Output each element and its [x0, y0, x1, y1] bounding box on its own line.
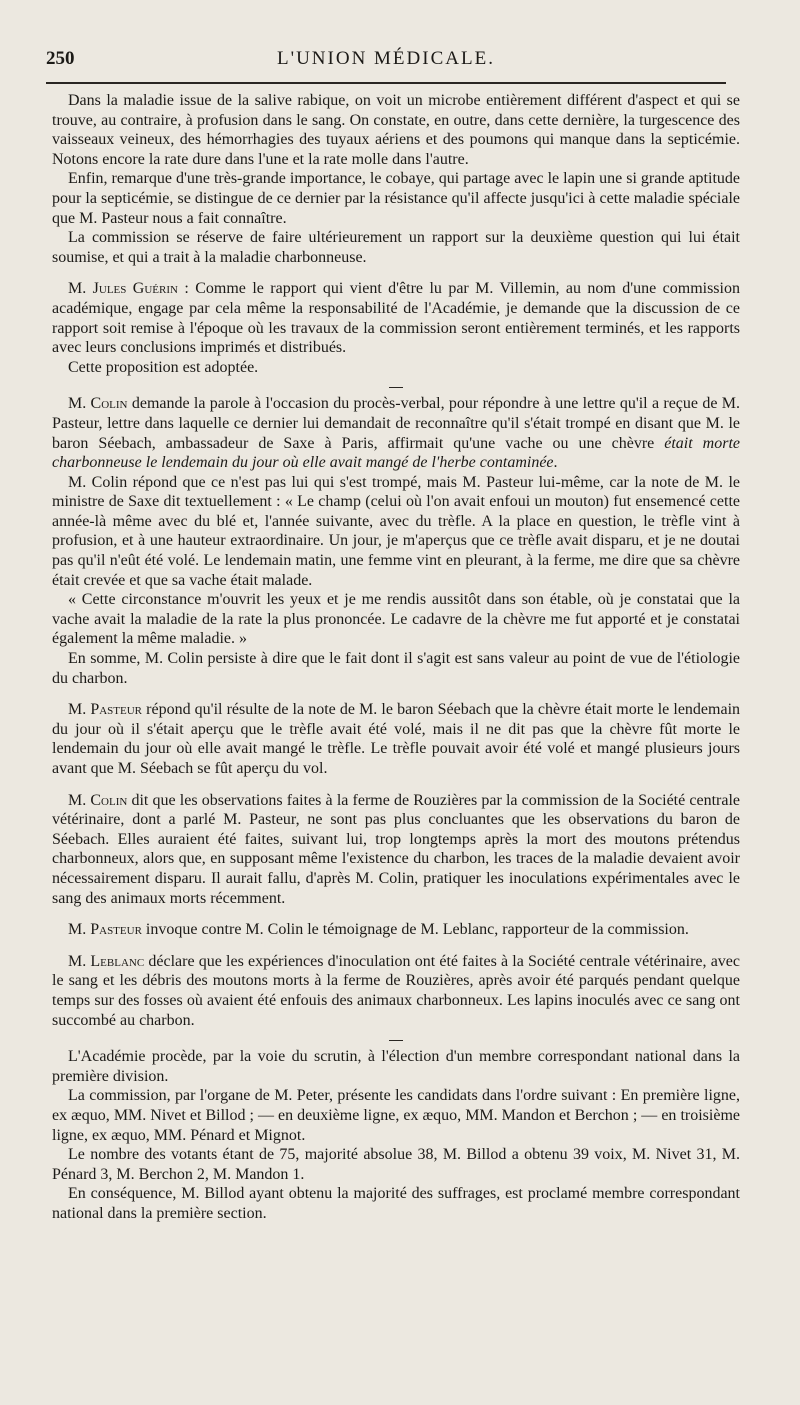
paragraph: En conséquence, M. Billod ayant obtenu la majorité des suffrages, est proclamé membre correspondant national dans la première section.	[52, 1185, 740, 1222]
paragraph: Le nombre des votants étant de 75, majorité absolue 38, M. Billod a obtenu 39 voix, M. Nivet 31, M. Pénard 3, M. Berchon 2, M. Mandon 1.	[52, 1146, 740, 1183]
speaker-name: M. Colin	[68, 791, 128, 809]
paragraph	[52, 920, 740, 940]
paragraph: La commission, par l'organe de M. Peter, présente les candidats dans l'ordre suivant : En première ligne, ex æquo, MM. Nivet et Billod ; — en deuxième ligne, ex æquo, MM. Mandon et Berchon ; — en troisième ligne, ex æquo, MM. Pénard et Mignot.	[52, 1087, 740, 1144]
speaker-name: M. Colin	[68, 395, 128, 413]
paragraph-text: déclare que les expériences d'inoculation ont été faites à la Société centrale vétérinaire, avec le sang et les débris des moutons morts à la ferme de Rouzières, après avoir été parqués pendant quelque temps sur des fosses où avaient été enfouis des animaux charbonneux. Les lapins inoculés avec ce sang ont succombé au charbon.	[52, 952, 740, 1029]
paragraph-text: : Comme le rapport qui vient d'être lu par M. Villemin, au nom d'une commission académique, engage par cela même la responsabilité de l'Académie, je demande que la discussion de ce rapport soit remise à l'époque où les travaux de la commission seront entièrement terminés, et les rapports avec leurs conclusions imprimés et distribués.	[52, 280, 740, 357]
paragraph: En somme, M. Colin persiste à dire que le fait dont il s'agit est sans valeur au point de vue de l'étiologie du charbon.	[52, 650, 740, 687]
page-number: 250	[46, 48, 75, 69]
section-separator	[389, 1040, 403, 1041]
italic-quote: était morte charbonneuse le lendemain du jour où elle avait mangé de l'herbe contaminée	[52, 434, 741, 472]
body-text	[52, 91, 740, 1223]
paragraph: « Cette circonstance m'ouvrit les yeux et je me rendis aussitôt dans son étable, où je constatai que la vache avait la maladie de la rate la plus prononcée. Le cadavre de la chèvre me fut apporté et je constatai également la même maladie. »	[52, 591, 740, 648]
paragraph: Enfin, remarque d'une très-grande importance, le cobaye, qui partage avec le lapin une si grande aptitude pour la septicémie, se distingue de ce dernier par la résistance qu'il affecte jusqu'ici à cette maladie spéciale que M. Pasteur nous a fait connaître.	[52, 170, 740, 227]
paragraph-text: .	[553, 454, 558, 472]
speaker-name: M. Pasteur	[68, 921, 142, 939]
speaker-name: M. Jules Guérin	[68, 280, 178, 298]
paragraph: M. Colin répond que ce n'est pas lui qui s'est trompé, mais M. Pasteur lui-même, car la note de M. le ministre de Saxe dit textuellement : « Le champ (celui où l'on avait enfoui un mouton) fut ensemencé cette année-là même avec du blé et, l'année suivante, avec du trèfle. A la place en question, le trèfle vint à profusion, et à une hauteur extraordinaire. Un jour, je m'aperçus que ce trèfle avait disparu, et je ne doutai pas qu'il n'eût été volé. Le lendemain matin, une femme vint en pleurant, à la ferme, me dire que sa chèvre était crevée et que sa vache était malade.	[52, 473, 740, 589]
paragraph: L'Académie procède, par la voie du scrutin, à l'élection d'un membre correspondant national dans la première division.	[52, 1048, 740, 1085]
paragraph: Cette proposition est adoptée.	[68, 358, 259, 376]
paragraph: Dans la maladie issue de la salive rabique, on voit un microbe entièrement différent d'aspect et qui se trouve, au contraire, à profusion dans le sang. On constate, en outre, dans cette dernière, la turgescence des vaisseaux veineux, des hémorrhagies des tuyaux aériens et des poumons qui manque dans la septicémie. Notons encore la rate dure dans l'une et la rate molle dans l'autre.	[52, 92, 740, 168]
running-head: L'UNION MÉDICALE.	[277, 48, 495, 69]
paragraph	[52, 952, 740, 1030]
paragraph-text: invoque contre M. Colin le témoignage de M. Leblanc, rapporteur de la commission.	[141, 921, 689, 939]
paragraph-text: dit que les observations faites à la ferme de Rouzières par la commission de la Société centrale vétérinaire, dont a parlé M. Pasteur, ne sont pas plus concluantes que les observations du baron de Séebach. Elles auraient été faites, suivant lui, trop longtemps après la mort des moutons prétendus charbonneux, alors que, en supposant même l'existence du charbon, les traces de la maladie devaient avoir nécessairement disparu. Il aurait fallu, d'après M. Colin, pratiquer les inoculations expérimentales avec le sang des animaux morts récemment.	[52, 791, 740, 907]
paragraph: La commission se réserve de faire ultérieurement un rapport sur la deuxième question qui lui était soumise, et qui a trait à la maladie charbonneuse.	[52, 229, 740, 266]
page-header	[46, 44, 726, 76]
paragraph-text: demande la parole à l'occasion du procès-verbal, pour répondre à une lettre qu'il a reçue de M. Pasteur, lettre dans laquelle ce dernier lui demandait de reconnaître qu'il s'était trompé en disant que M. le baron Séebach, ambassadeur de Saxe à Paris, affirmait qu'une vache ou une chèvre	[52, 395, 741, 452]
section-separator	[389, 387, 403, 388]
header-rule	[46, 82, 726, 84]
speaker-name: M. Pasteur	[68, 701, 143, 719]
paragraph	[52, 791, 740, 909]
paragraph	[52, 700, 740, 778]
paragraph	[52, 394, 740, 472]
paragraph	[52, 279, 740, 357]
paragraph-text: répond qu'il résulte de la note de M. le baron Séebach que la chèvre était morte le lendemain du jour où il s'était aperçu que le trèfle avait été volé, mais il ne dit pas que la chèvre fût morte le lendemain du jour où elle avait mangé le trèfle. Le trèfle pouvait avoir été volé et mangé plusieurs jours avant que M. Séebach se fût aperçu du vol.	[52, 701, 741, 777]
speaker-name: M. Leblanc	[68, 952, 145, 970]
